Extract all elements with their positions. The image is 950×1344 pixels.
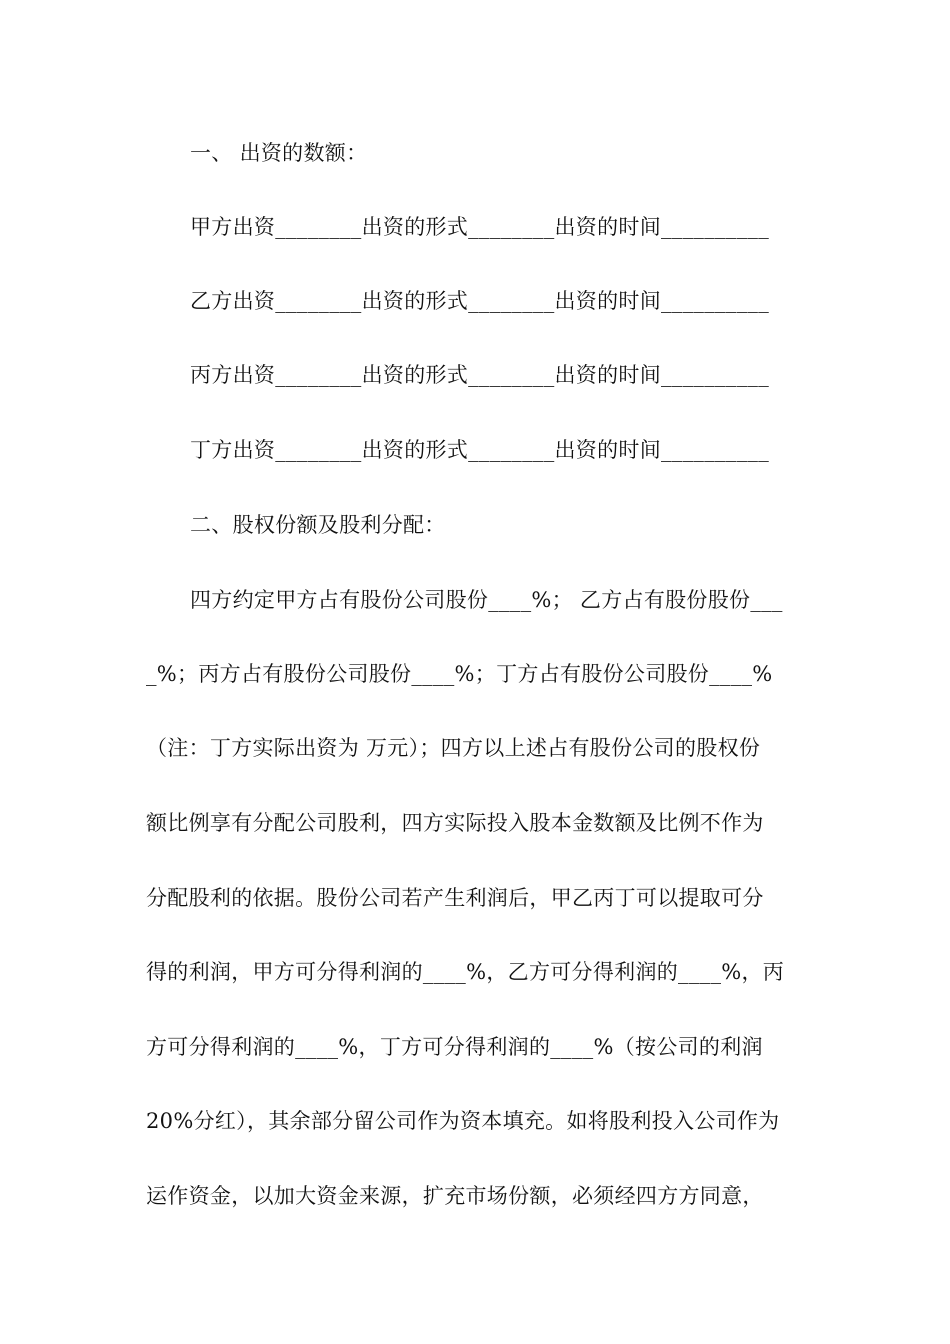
paragraph-line: （注：丁方实际出资为 万元）；四方以上述占有股份公司的股权份	[146, 736, 761, 760]
party-a-contribution-line: 甲方出资________出资的形式________出资的时间__________	[190, 215, 769, 239]
party-b-contribution-line: 乙方出资________出资的形式________出资的时间__________	[190, 289, 769, 313]
party-d-contribution-line: 丁方出资________出资的形式________出资的时间__________	[190, 438, 769, 462]
party-c-contribution-line: 丙方出资________出资的形式________出资的时间__________	[190, 363, 769, 387]
section-heading-equity-dividends: 二、股权份额及股利分配：	[190, 513, 446, 537]
paragraph-line: 方可分得利润的____%，丁方可分得利润的____%（按公司的利润	[146, 1035, 763, 1059]
paragraph-line: 20%分红），其余部分留公司作为资本填充。如将股利投入公司作为	[146, 1109, 780, 1133]
paragraph-line: _%；丙方占有股份公司股份____%；丁方占有股份公司股份____%	[146, 662, 773, 686]
paragraph-line: 运作资金，以加大资金来源，扩充市场份额，必须经四方方同意，	[146, 1184, 764, 1208]
paragraph-line: 得的利润，甲方可分得利润的____%，乙方可分得利润的____%，丙	[146, 960, 785, 984]
paragraph-line: 四方约定甲方占有股份公司股份____%； 乙方占有股份股份___	[190, 588, 783, 612]
section-heading-capital-amount: 一、 出资的数额：	[190, 141, 368, 165]
paragraph-line: 分配股利的依据。股份公司若产生利润后，甲乙丙丁可以提取可分	[146, 886, 764, 910]
paragraph-line: 额比例享有分配公司股利，四方实际投入股本金数额及比例不作为	[146, 811, 764, 835]
